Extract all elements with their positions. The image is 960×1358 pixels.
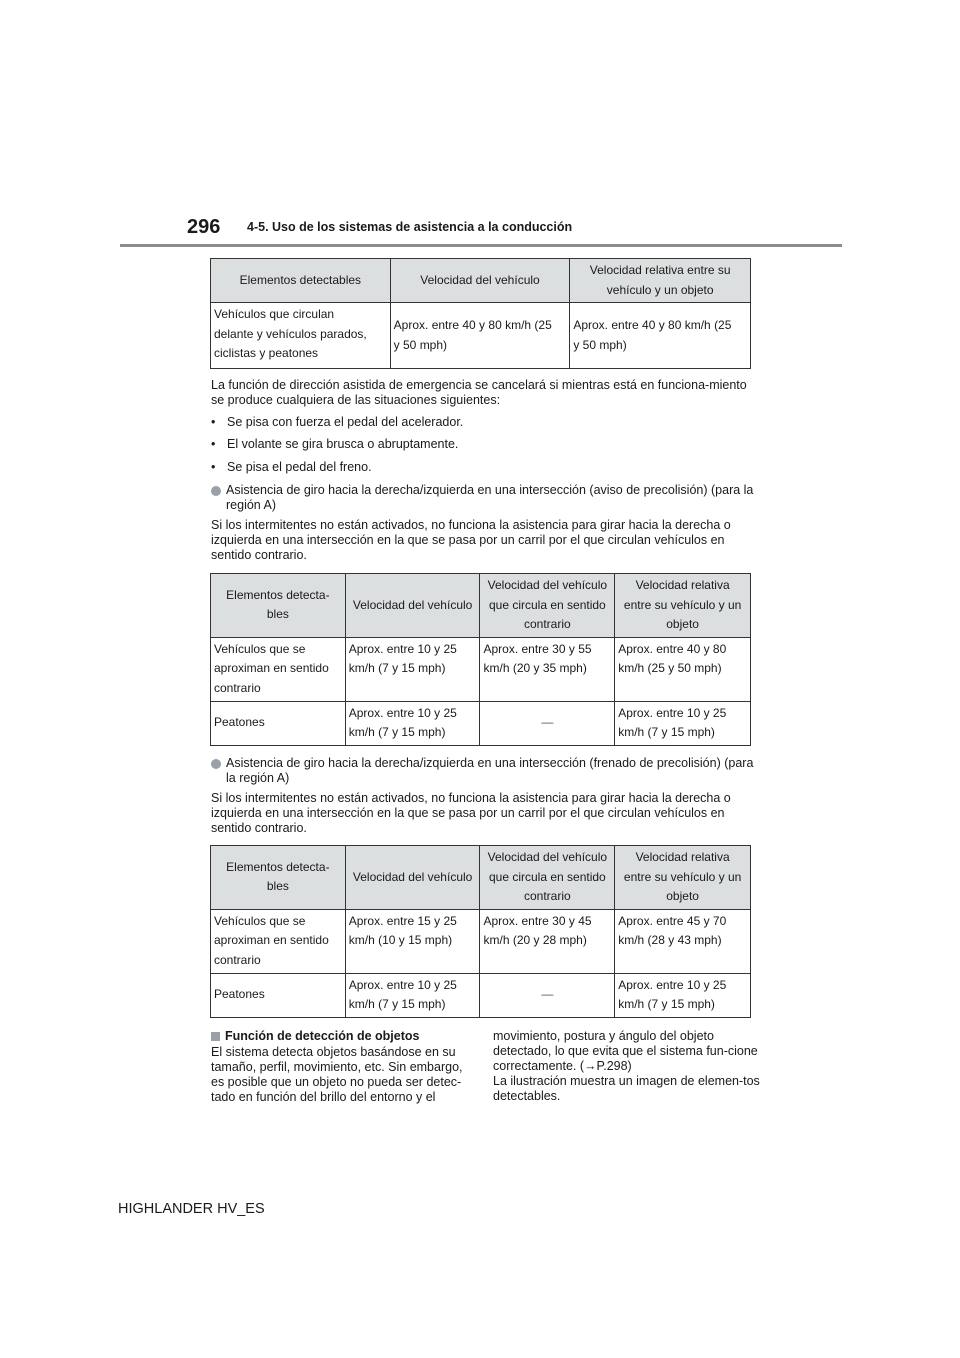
header-rule — [120, 244, 842, 247]
circle-bullet-icon — [211, 486, 221, 496]
circle-bullet-icon — [211, 759, 221, 769]
object-detection-right-column — [493, 1029, 761, 1104]
table-cell: Aprox. entre 40 y 80 km/h (25 y 50 mph) — [390, 303, 570, 369]
table-cell: Peatones — [211, 973, 346, 1017]
table-cell: Aprox. entre 30 y 45 km/h (20 y 28 mph) — [480, 909, 615, 973]
list-item: • El volante se gira brusca o abruptamente. — [211, 437, 459, 451]
table-cell: Vehículos que se aproximan en sentido contrario — [211, 909, 346, 973]
table-header-row — [211, 259, 751, 303]
table-header-row — [211, 846, 751, 910]
table-cell: Aprox. entre 45 y 70 km/h (28 y 43 mph) — [615, 909, 751, 973]
table-cell: — — [480, 701, 615, 745]
object-detection-left-column — [211, 1029, 476, 1105]
turn-assist-warning-body: Si los intermitentes no están activados, no funciona la asistencia para girar hacia la derecha o izquierda en una intersección en la que se pasa por un carril por el que circulan vehículos en sentido contrario. — [211, 518, 731, 562]
table-cell: — — [480, 973, 615, 1017]
list-item: • Se pisa el pedal del freno. — [211, 460, 372, 474]
table-header-cell: Velocidad del vehículo que circula en sentido contrario — [480, 574, 615, 638]
page-number: 296 — [187, 216, 221, 238]
turn-assist-braking-table — [210, 845, 751, 1018]
table-cell: Aprox. entre 10 y 25 km/h (7 y 15 mph) — [345, 637, 480, 701]
table-row — [211, 637, 751, 701]
table-header-cell: Velocidad relativa entre su vehículo y un objeto — [570, 259, 751, 303]
turn-assist-braking-heading: Asistencia de giro hacia la derecha/izquierda en una intersección (frenado de precolisión) (para la región A) — [211, 756, 756, 786]
object-detection-left-text: El sistema detecta objetos basándose en su tamaño, perfil, movimiento, etc. Sin embargo, es posible que un objeto no pueda ser detec-tado en función del brillo del entorno y el — [211, 1045, 463, 1104]
turn-assist-warning-heading: Asistencia de giro hacia la derecha/izquierda en una intersección (aviso de precolisión) (para la región A) — [211, 483, 756, 513]
table-cell: Aprox. entre 40 y 80 km/h (25 y 50 mph) — [615, 637, 751, 701]
table-cell: Aprox. entre 10 y 25 km/h (7 y 15 mph) — [615, 701, 751, 745]
table-header-cell: Velocidad del vehículo que circula en sentido contrario — [480, 846, 615, 910]
table-row — [211, 909, 751, 973]
table-cell: Aprox. entre 10 y 25 km/h (7 y 15 mph) — [345, 701, 480, 745]
table-header-cell: Velocidad del vehículo — [345, 846, 480, 910]
table-header-cell: Velocidad relativa entre su vehículo y un objeto — [615, 574, 751, 638]
table-cell: Aprox. entre 10 y 25 km/h (7 y 15 mph) — [345, 973, 480, 1017]
table-cell: Aprox. entre 40 y 80 km/h (25 y 50 mph) — [570, 303, 751, 369]
table-cell: Aprox. entre 30 y 55 km/h (20 y 35 mph) — [480, 637, 615, 701]
list-item: • Se pisa con fuerza el pedal del acelerador. — [211, 415, 464, 429]
object-detection-right-text: movimiento, postura y ángulo del objeto detectado, lo que evita que el sistema fun-cione correctamente. (→P.298) La ilustración muestra un imagen de elemen-tos detectables. — [493, 1029, 760, 1103]
table-cell: Peatones — [211, 701, 346, 745]
table-header-cell: Velocidad del vehículo — [390, 259, 570, 303]
table-cell: Vehículos que se aproximan en sentido contrario — [211, 637, 346, 701]
table-cell: Aprox. entre 10 y 25 km/h (7 y 15 mph) — [615, 973, 751, 1017]
table-row — [211, 973, 751, 1017]
section-title: 4-5. Uso de los sistemas de asistencia a la conducción — [247, 220, 573, 234]
table-header-cell: Elementos detecta- bles — [211, 846, 346, 910]
turn-assist-warning-table — [210, 573, 751, 746]
table-header-cell: Velocidad relativa entre su vehículo y un objeto — [615, 846, 751, 910]
table-header-cell: Elementos detecta- bles — [211, 574, 346, 638]
model-footer: HIGHLANDER HV_ES — [118, 1201, 265, 1217]
table-cell: Aprox. entre 15 y 25 km/h (10 y 15 mph) — [345, 909, 480, 973]
table-header-cell: Velocidad del vehículo — [345, 574, 480, 638]
turn-assist-braking-body: Si los intermitentes no están activados, no funciona la asistencia para girar hacia la derecha o izquierda en una intersección en la que se pasa por un carril por el que circulan vehículos en sentido contrario. — [211, 791, 731, 835]
table-row — [211, 701, 751, 745]
table-header-cell: Elementos detectables — [211, 259, 391, 303]
square-bullet-icon — [211, 1032, 220, 1041]
cancel-paragraph: La función de dirección asistida de emergencia se cancelará si mientras está en funciona-miento se produce cualquiera de las situaciones siguientes: — [211, 378, 747, 407]
object-detection-heading: Función de detección de objetos — [211, 1029, 476, 1044]
table-cell: Vehículos que circulan delante y vehículos parados, ciclistas y peatones — [211, 303, 391, 369]
table-header-row — [211, 574, 751, 638]
table-row — [211, 303, 751, 369]
emergency-steering-table — [210, 258, 751, 369]
